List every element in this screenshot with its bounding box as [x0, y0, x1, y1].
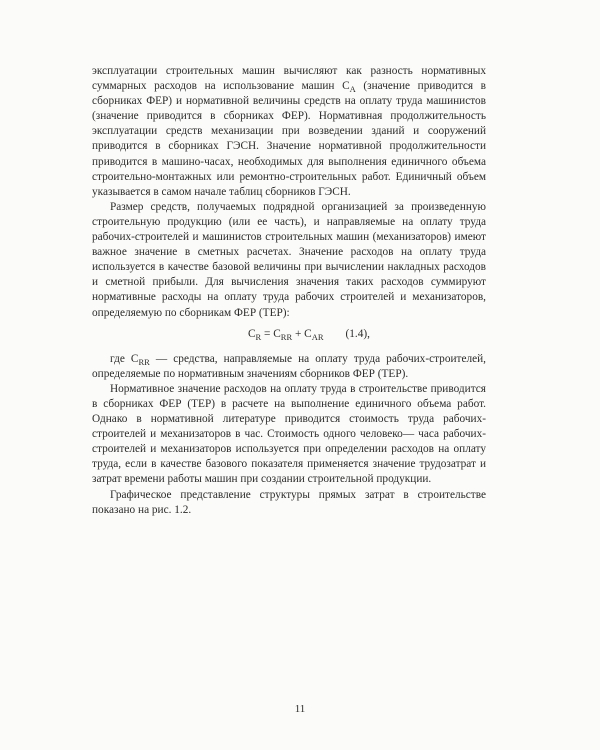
paragraph-3: Нормативное значение расходов на оплату труда в строительстве приводится в сборниках ФЕР (ТЕР) в расчете на выполнение единичного объема работ. Однако в нормативной литературе приводится стоимость труда рабочих-строителей и механизаторов в час. Стоимость одного человеко— часа рабочих-строителей и механизаторов используется при определении расходов на оплату труда, если в качестве базового показателя применяется значение трудозатрат и затрат времени работы машин при создании строительной продукции.	[92, 382, 486, 486]
formula-number: (1.4),	[345, 327, 370, 340]
paragraph-where: где $С_{RR}$ — средства, направляемые на оплату труда рабочих-строителей, определяемые по нормативным значениям сборников ФЕР (ТЕР).	[92, 352, 486, 380]
formula-1-4: $С_R = С_{RR} + С_{AR}$ (1.4),	[248, 327, 370, 342]
paragraph-4: Графическое представление структуры прямых затрат в строительстве показано на рис. 1.2.	[92, 488, 486, 516]
body-text	[92, 64, 486, 518]
paragraph-2: Размер средств, получаемых подрядной организацией за произведенную строительную продукцию (или ее часть), и направляемые на оплату труда рабочих-строителей и машинистов строительных машин (механизаторов) имеют важное значение в сметных расчетах. Значение расходов на оплату труда используется в качестве базовой величины при вычислении накладных расходов и сметной прибыли. Для вычисления значения таких расходов суммируют нормативные расходы на оплату труда рабочих строителей и механизаторов, определяемую по сборникам ФЕР (ТЕР):	[92, 200, 486, 319]
page-number: 11	[294, 703, 306, 715]
paragraph-1: эксплуатации строительных машин вычисляют как разность нормативных суммарных расходов на использование машин $С_A$ (значение приводится в сборниках ФЕР) и нормативной величины средств на оплату труда машинистов (значение приводится в сборниках ФЕР). Нормативная продолжительность эксплуатации средств механизации при возведении зданий и сооружений приводится в сборниках ГЭСН. Значение нормативной продолжительности приводится в машино-часах, необходимых для выполнения единичного объема строительно-монтажных или ремонтно-строительных работ. Единичный объем указывается в самом начале таблиц сборников ГЭСН.	[92, 65, 486, 198]
